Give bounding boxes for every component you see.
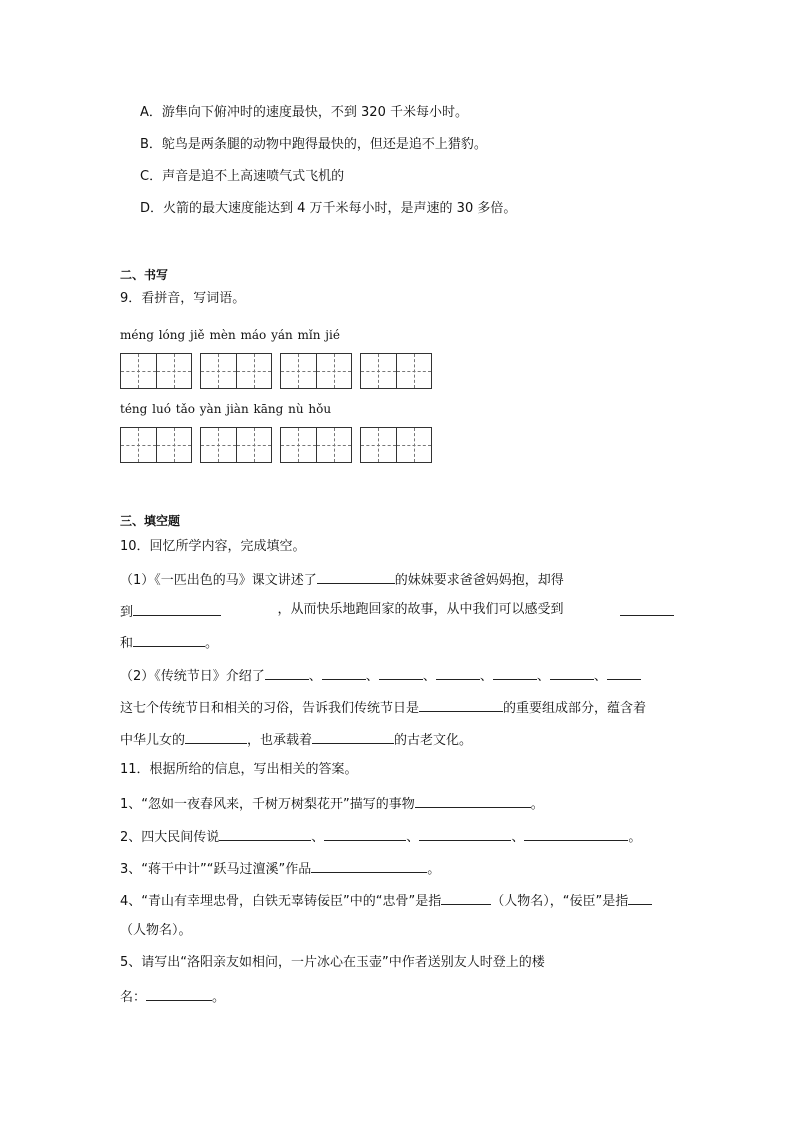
answer-blank[interactable] (550, 665, 594, 680)
answer-blank[interactable] (620, 601, 674, 616)
option-c: C．声音是追不上高速喷气式飞机的 (140, 169, 345, 184)
writing-box[interactable] (120, 427, 192, 463)
answer-blank[interactable] (415, 793, 531, 808)
answer-blank[interactable] (265, 665, 309, 680)
q11-item-2: 2、四大民间传说 、 、 、 。 (120, 826, 641, 847)
section-heading-fill: 三、填空题 (120, 514, 181, 528)
answer-blank[interactable] (441, 890, 491, 905)
q10-part1-line3: 和 。 (120, 632, 218, 653)
answer-blank[interactable] (628, 890, 652, 905)
question-11: 11．根据所给的信息，写出相关的答案。 (120, 762, 358, 777)
q10-part1-line2: 到 ，从而快乐地跑回家的故事，从中我们可以感受到 (120, 601, 674, 622)
answer-blank[interactable] (185, 729, 247, 744)
question-9: 9．看拼音，写词语。 (120, 291, 246, 306)
answer-blank[interactable] (493, 665, 537, 680)
option-d: D．火箭的最大速度能达到 4 万千米每小时，是声速的 30 多倍。 (140, 201, 517, 216)
option-b: B．鸵鸟是两条腿的动物中跑得最快的，但还是追不上猎豹。 (140, 137, 487, 152)
q11-item-4-line1: 4、“青山有幸埋忠骨，白铁无辜铸佞臣”中的“忠骨”是指 （人物名），“佞臣”是指 (120, 890, 652, 911)
writing-box[interactable] (200, 353, 272, 389)
q11-item-1: 1、“忽如一夜春风来，千树万树梨花开”描写的事物 。 (120, 793, 544, 814)
option-a: A．游隼向下俯冲时的速度最快，不到 320 千米每小时。 (140, 105, 468, 120)
section-heading-writing: 二、书写 (120, 268, 169, 282)
answer-blank[interactable] (419, 826, 511, 841)
writing-grid-row-1 (120, 353, 432, 389)
answer-blank[interactable] (419, 697, 503, 712)
pinyin-row-1: méng lóng jiě mèn máo yán mǐn jié (120, 328, 340, 342)
q11-item-3: 3、“蒋干中计”“跃马过澶溪”作品 。 (120, 858, 440, 879)
question-10: 10．回忆所学内容，完成填空。 (120, 539, 306, 554)
answer-blank[interactable] (324, 826, 406, 841)
answer-blank[interactable] (133, 632, 205, 647)
answer-blank[interactable] (146, 986, 212, 1001)
q11-item-4-line2: （人物名）。 (120, 923, 192, 938)
answer-blank[interactable] (317, 569, 395, 584)
q11-item-5-line2: 名： 。 (120, 986, 225, 1007)
answer-blank[interactable] (379, 665, 423, 680)
q10-part2-line1: （2）《传统节日》介绍了 、 、 、 、 、 、 (120, 665, 641, 686)
answer-blank[interactable] (133, 601, 221, 616)
q10-part2-line2: 这七个传统节日和相关的习俗，告诉我们传统节日是 的重要组成部分，蕴含着 (120, 697, 646, 718)
q11-item-5-line1: 5、请写出“洛阳亲友如相问，一片冰心在玉壶”中作者送别友人时登上的楼 (120, 955, 545, 970)
q10-part1-line1: （1）《一匹出色的马》课文讲述了 的妹妹要求爸爸妈妈抱，却得 (120, 569, 564, 590)
answer-blank[interactable] (312, 729, 394, 744)
writing-box[interactable] (200, 427, 272, 463)
writing-grid-row-2 (120, 427, 432, 463)
answer-blank[interactable] (219, 826, 311, 841)
q10-part2-line3: 中华儿女的 ，也承载着 的古老文化。 (120, 729, 472, 750)
writing-box[interactable] (280, 353, 352, 389)
writing-box[interactable] (280, 427, 352, 463)
writing-box[interactable] (360, 427, 432, 463)
answer-blank[interactable] (311, 858, 427, 873)
answer-blank[interactable] (436, 665, 480, 680)
writing-box[interactable] (360, 353, 432, 389)
answer-blank[interactable] (524, 826, 628, 841)
pinyin-row-2: téng luó tǎo yàn jiàn kāng nù hǒu (120, 402, 332, 416)
answer-blank[interactable] (322, 665, 366, 680)
answer-blank[interactable] (607, 665, 641, 680)
writing-box[interactable] (120, 353, 192, 389)
